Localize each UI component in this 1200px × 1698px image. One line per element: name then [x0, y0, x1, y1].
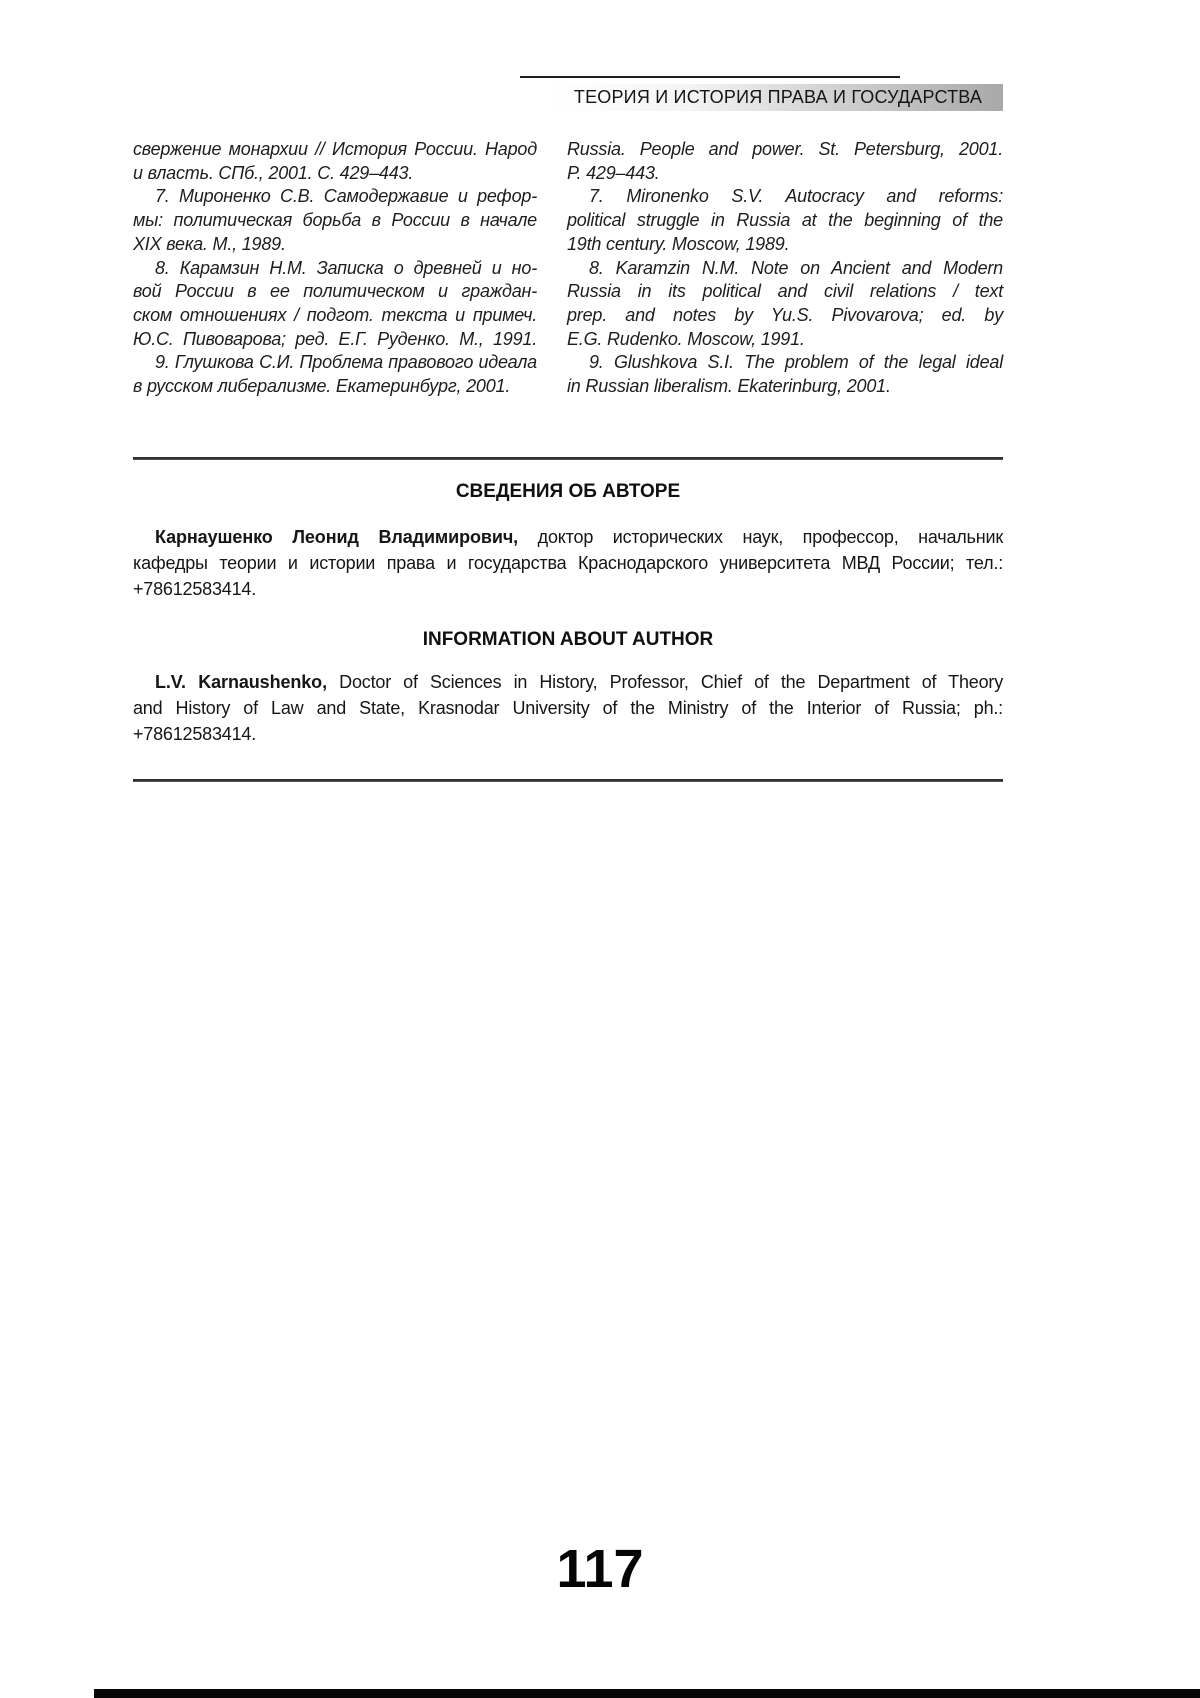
text-line: в русском либерализме. Екатеринбург, 2001.: [133, 376, 511, 397]
text-line: Russia in its political and civil relations / text: [567, 281, 1003, 302]
references-right-column: [567, 138, 1003, 399]
page-number: 117: [556, 1539, 644, 1599]
section-divider-top: [133, 457, 1003, 460]
text-line: prep. and notes by Yu.S. Pivovarova; ed. by: [567, 304, 1003, 325]
about-author-ru-heading: СВЕДЕНИЯ ОБ АВТОРЕ: [455, 481, 681, 502]
text-line: political struggle in Russia at the beginning of the: [567, 210, 1003, 231]
text-line: 8. Карамзин Н.М. Записка о древней и но-: [155, 257, 537, 278]
section-divider-bottom: [133, 779, 1003, 782]
text-line: 9. Глушкова С.И. Проблема правового идеала: [155, 352, 537, 373]
text-line: E.G. Rudenko. Moscow, 1991.: [567, 328, 805, 349]
text-line: кафедры теории и истории права и государства Краснодарского университета МВД России; тел.:: [133, 553, 1003, 573]
author-name-bold: L.V. Karnaushenko,: [155, 672, 327, 692]
references-left-column: [133, 138, 537, 399]
scan-artifact-bar: [94, 1689, 1200, 1698]
running-head: [553, 84, 1003, 111]
about-author-en-paragraph: [133, 669, 1003, 747]
text-line: 19th century. Moscow, 1989.: [567, 233, 790, 254]
text-line: 7. Mironenko S.V. Autocracy and reforms:: [589, 186, 1003, 207]
about-author-en-heading: INFORMATION ABOUT AUTHOR: [422, 629, 714, 650]
text-line: XIX века. М., 1989.: [133, 233, 286, 254]
text-line: Ю.С. Пивоварова; ред. Е.Г. Руденко. М., 1991.: [133, 328, 537, 349]
text-line: Карнаушенко Леонид Владимирович, доктор исторических наук, профессор, начальник: [155, 527, 1004, 547]
text-line: 9. Glushkova S.I. The problem of the legal ideal: [589, 352, 1003, 373]
header-highlight-top-edge: [520, 76, 900, 78]
author-name-bold: Карнаушенко Леонид Владимирович,: [155, 527, 519, 547]
references-section: [133, 138, 1003, 399]
text-line: +78612583414.: [133, 579, 257, 599]
text-line: 7. Мироненко С.В. Самодержавие и рефор-: [155, 186, 537, 207]
text-line: +78612583414.: [133, 724, 257, 744]
text-line: and History of Law and State, Krasnodar University of the Ministry of the Interior of Russia; ph.:: [133, 698, 1003, 718]
text-line: ском отношениях / подгот. текста и примеч.: [133, 304, 537, 325]
text-line: Russia. People and power. St. Petersburg, 2001.: [567, 139, 1003, 159]
about-author-ru-paragraph: [133, 524, 1003, 602]
text-line: вой России в ее политическом и граждан-: [133, 281, 537, 302]
text-line: P. 429–443.: [567, 162, 660, 183]
text-line: мы: политическая борьба в России в начале: [133, 210, 537, 231]
text-line: 8. Karamzin N.M. Note on Ancient and Modern: [589, 257, 1003, 278]
text-line: и власть. СПб., 2001. С. 429–443.: [133, 162, 414, 183]
running-head-title: ТЕОРИЯ И ИСТОРИЯ ПРАВА И ГОСУДАРСТВА: [573, 87, 983, 107]
text-line: L.V. Karnaushenko, Doctor of Sciences in History, Professor, Chief of the Department of Theory: [155, 672, 1003, 692]
text-line: свержение монархии // История России. Народ: [133, 139, 537, 159]
text-line: in Russian liberalism. Ekaterinburg, 2001.: [567, 376, 891, 397]
